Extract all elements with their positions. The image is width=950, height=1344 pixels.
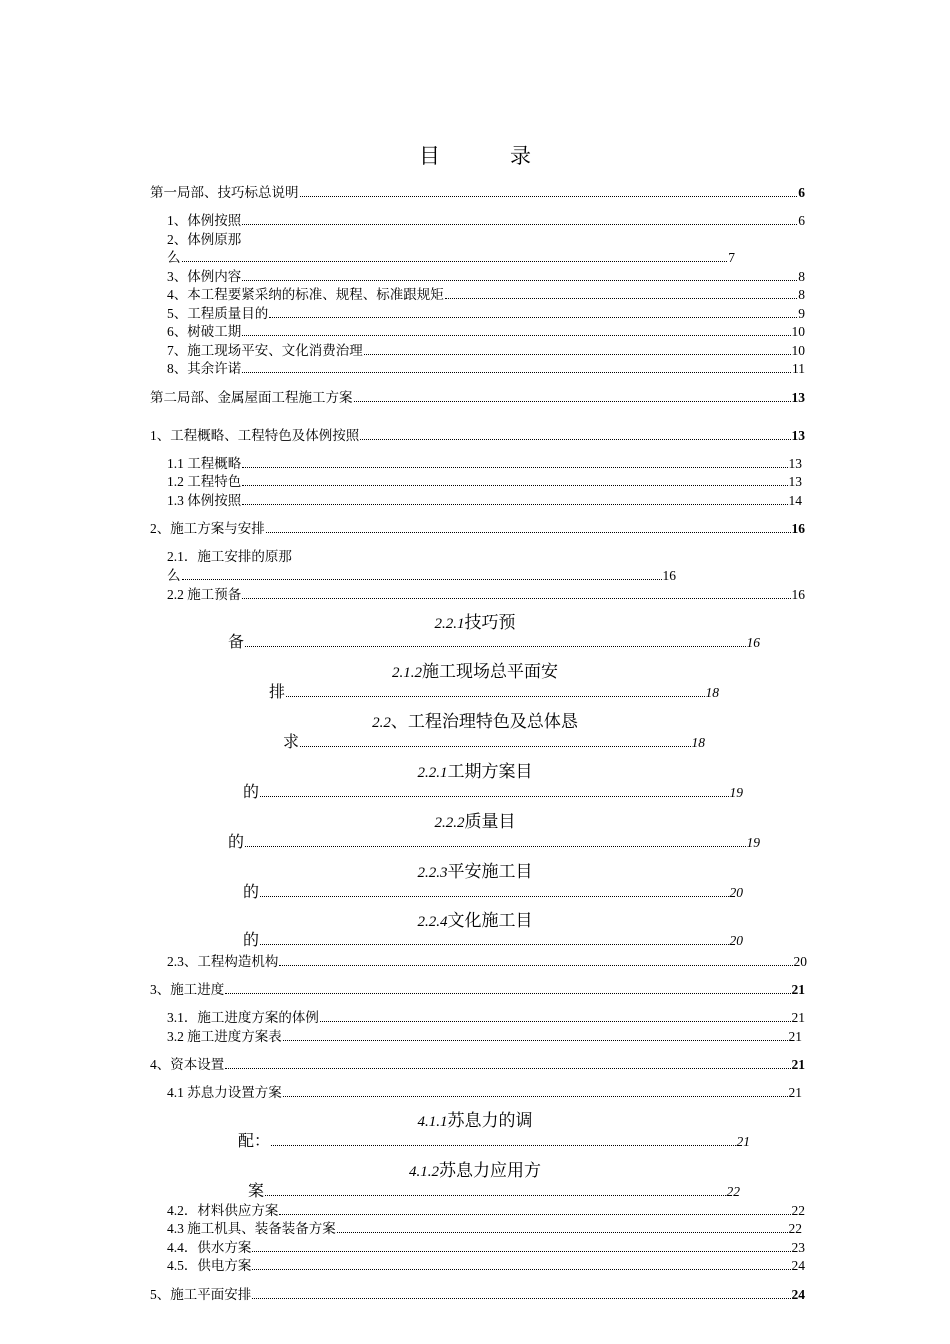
toc-page: 23: [791, 1240, 805, 1255]
toc-entry[interactable]: [167, 567, 676, 585]
toc-entry[interactable]: [167, 492, 802, 510]
toc-label: 技巧预: [464, 613, 516, 632]
toc-label: 1、体例按照: [167, 213, 242, 228]
toc-entry[interactable]: [243, 884, 743, 902]
toc-page: 20: [729, 933, 743, 948]
toc-label: 求: [283, 734, 300, 751]
toc-page: 22: [726, 1184, 740, 1199]
toc-entry[interactable]: [167, 342, 805, 360]
toc-label: 7、施工现场平安、文化消费治理: [167, 343, 363, 358]
toc-leader: [242, 484, 787, 486]
toc-label: 2、施工方案与安排: [150, 521, 265, 536]
toc-label: 工期方案目: [447, 762, 533, 781]
toc-label: 2.1．施工安排的原那: [167, 549, 292, 564]
toc-leader: [242, 597, 790, 599]
toc-number: 2.2.2: [434, 815, 465, 831]
toc-label: 苏息力的调: [447, 1111, 533, 1130]
toc-entry[interactable]: [228, 634, 760, 652]
toc-leader: [266, 531, 791, 533]
toc-page: 22: [791, 1203, 805, 1218]
toc-leader: [364, 353, 791, 355]
toc-page: 13: [791, 390, 805, 405]
toc-label: 1.1 工程概略: [167, 456, 242, 471]
toc-leader: [260, 795, 728, 797]
toc-page: 22: [788, 1221, 802, 1236]
toc-leader: [182, 578, 662, 580]
toc-label: 4.3 施工机具、装备装备方案: [167, 1221, 336, 1236]
toc-page: 6: [798, 185, 805, 200]
toc-subheading: [0, 906, 950, 931]
toc-leader: [242, 223, 797, 225]
toc-page: 14: [788, 493, 802, 508]
toc-page: 13: [788, 474, 802, 489]
toc-entry[interactable]: [150, 427, 805, 445]
toc-number: 2.2.3: [417, 865, 448, 881]
toc-entry[interactable]: [167, 473, 802, 491]
toc-label: 8、其余许诺: [167, 361, 242, 376]
toc-leader: [300, 745, 690, 747]
toc-page: 9: [798, 306, 805, 321]
toc-label: 文化施工目: [447, 911, 533, 930]
toc-page: 21: [788, 1085, 802, 1100]
toc-page: 21: [736, 1134, 750, 1149]
toc-leader: [252, 1297, 790, 1299]
toc-entry[interactable]: [243, 784, 743, 802]
toc-label: 质量目: [464, 812, 516, 831]
toc-leader: [354, 400, 791, 402]
toc-entry[interactable]: [228, 834, 760, 852]
toc-leader: [265, 1194, 725, 1196]
toc-entry[interactable]: [167, 1084, 802, 1102]
toc-label: 5、工程质量目的: [167, 306, 269, 321]
toc-label: 的: [243, 784, 260, 801]
toc-leader: [337, 1231, 788, 1233]
toc-leader: [283, 1039, 788, 1041]
toc-label: 么: [167, 568, 181, 583]
toc-label: 第二局部、金属屋面工程施工方案: [150, 390, 353, 405]
toc-subheading: [0, 807, 950, 832]
toc-subheading: [0, 1106, 950, 1131]
toc-entry[interactable]: [167, 1257, 805, 1275]
toc-label: 配：: [238, 1133, 271, 1150]
toc-page: 20: [793, 954, 807, 969]
toc-page: 19: [746, 835, 760, 850]
toc-label: 3、体例内容: [167, 269, 242, 284]
toc-label: 2.2 施工预备: [167, 587, 242, 602]
toc-page: 19: [729, 785, 743, 800]
toc-entry[interactable]: [167, 286, 805, 304]
toc-entry[interactable]: [243, 932, 743, 950]
toc-number: 2.2.1: [434, 616, 465, 632]
toc-leader: [242, 334, 790, 336]
toc-entry[interactable]: [167, 1202, 805, 1220]
toc-leader: [252, 1250, 790, 1252]
toc-number: 4.1.1: [417, 1114, 448, 1130]
toc-label: 4.2．材料供应方案: [167, 1203, 279, 1218]
toc-entry[interactable]: [150, 184, 805, 202]
toc-label: 2、体例原那: [167, 232, 242, 247]
toc-page: 16: [791, 521, 805, 536]
toc-leader: [242, 466, 787, 468]
toc-leader: [260, 943, 728, 945]
toc-label: 备: [228, 634, 245, 651]
toc-page: 16: [662, 568, 676, 583]
page-title: [0, 140, 950, 170]
toc-page: 18: [705, 685, 719, 700]
toc-label: 4.1 苏息力设置方案: [167, 1085, 282, 1100]
toc-label: 3、施工进度: [150, 982, 225, 997]
toc-page: 21: [788, 1029, 802, 1044]
toc-number: 2.2.4: [417, 914, 448, 930]
toc-page: 20: [729, 885, 743, 900]
toc-leader: [300, 195, 798, 197]
toc-entry[interactable]: [167, 1239, 805, 1257]
toc-entry[interactable]: [167, 360, 805, 378]
toc-leader: [445, 297, 798, 299]
toc-label: 4.5．供电方案: [167, 1258, 252, 1273]
toc-entry[interactable]: [283, 734, 705, 752]
toc-label: 4、本工程要紧采纳的标准、规程、标准跟规矩: [167, 287, 444, 302]
toc-entry[interactable]: [167, 268, 805, 286]
toc-page: 21: [791, 982, 805, 997]
toc-page: 21: [791, 1057, 805, 1072]
toc-label: 平安施工目: [447, 862, 533, 881]
toc-label: 案: [248, 1183, 265, 1200]
toc-page: 11: [792, 361, 805, 376]
toc-number: 2.2.1: [417, 765, 448, 781]
toc-number: 2.1.2: [392, 665, 422, 681]
toc-label: 施工现场总平面安: [422, 662, 558, 681]
toc-label: 4.4．供水方案: [167, 1240, 252, 1255]
toc-leader: [360, 438, 790, 440]
toc-subheading: [0, 608, 950, 633]
toc-number: 4.1.2: [409, 1164, 439, 1180]
toc-entry[interactable]: [167, 305, 805, 323]
toc-label: 4、资本设置: [150, 1057, 225, 1072]
toc-entry[interactable]: [150, 389, 805, 407]
toc-subheading: [0, 1156, 950, 1181]
toc-leader: [245, 645, 745, 647]
toc-entry[interactable]: [167, 1028, 802, 1046]
toc-entry[interactable]: [150, 981, 805, 999]
toc-leader: [242, 371, 791, 373]
toc-entry[interactable]: [167, 212, 805, 230]
toc-entry[interactable]: [167, 455, 802, 473]
toc-leader: [225, 1067, 790, 1069]
toc-page: 18: [691, 735, 705, 750]
toc-page: 24: [791, 1258, 805, 1273]
toc-subheading: [0, 857, 950, 882]
toc-page: 6: [798, 213, 805, 228]
toc-entry[interactable]: [167, 1220, 802, 1238]
toc-subheading: [0, 657, 950, 682]
toc-leader: [279, 1213, 790, 1215]
toc-page: 13: [788, 456, 802, 471]
toc-entry[interactable]: [150, 1286, 805, 1304]
toc-page: 7: [728, 250, 735, 265]
toc-subheading: [0, 707, 950, 732]
toc-leader: [269, 316, 797, 318]
title-right-char: 录: [510, 144, 531, 168]
toc-leader: [283, 1095, 788, 1097]
title-left-char: 目: [419, 144, 440, 168]
toc-label: 3.1．施工进度方案的体例: [167, 1010, 319, 1025]
toc-label: 排: [269, 684, 286, 701]
toc-label: 1、工程概略、工程特色及体例按照: [150, 428, 360, 443]
toc-entry[interactable]: [238, 1133, 750, 1151]
toc-entry[interactable]: [150, 1056, 805, 1074]
toc-leader: [286, 695, 704, 697]
toc-label: 的: [243, 884, 260, 901]
toc-leader: [260, 895, 728, 897]
toc-leader: [182, 260, 728, 262]
toc-label: 的: [228, 834, 245, 851]
toc-label: 5、施工平面安排: [150, 1287, 252, 1302]
toc-page: 8: [798, 269, 805, 284]
toc-entry[interactable]: [167, 1009, 805, 1027]
toc-label: 第一局部、技巧标总说明: [150, 185, 299, 200]
toc-leader: [252, 1268, 790, 1270]
toc-entry[interactable]: [167, 586, 805, 604]
toc-entry[interactable]: [167, 249, 735, 267]
toc-leader: [225, 992, 790, 994]
toc-entry[interactable]: [167, 323, 805, 341]
toc-leader: [242, 503, 787, 505]
toc-label: 1.2 工程特色: [167, 474, 242, 489]
toc-label: 苏息力应用方: [439, 1161, 541, 1180]
toc-entry[interactable]: [167, 953, 807, 971]
toc-leader: [320, 1020, 791, 1022]
toc-page: 21: [791, 1010, 805, 1025]
toc-page: 8: [798, 287, 805, 302]
toc-entry[interactable]: [150, 520, 805, 538]
toc-page: 16: [746, 635, 760, 650]
toc-page: 10: [791, 343, 805, 358]
toc-page: 10: [791, 324, 805, 339]
toc-label: 6、树破工期: [167, 324, 242, 339]
toc-leader: [245, 845, 745, 847]
toc-label: 2.3、工程构造机构: [167, 954, 279, 969]
toc-subheading: [0, 757, 950, 782]
toc-leader: [271, 1144, 735, 1146]
toc-label: 1.3 体例按照: [167, 493, 242, 508]
toc-number: 2.2: [372, 715, 391, 731]
toc-page: 24: [791, 1287, 805, 1302]
toc-entry[interactable]: [269, 684, 719, 702]
toc-leader: [279, 964, 792, 966]
toc-page: 13: [791, 428, 805, 443]
toc-label: 的: [243, 932, 260, 949]
toc-label: 、工程治理特色及总体恳: [390, 712, 578, 731]
toc-label: 么: [167, 250, 181, 265]
toc-page: 16: [791, 587, 805, 602]
toc-label: 3.2 施工进度方案表: [167, 1029, 282, 1044]
toc-entry[interactable]: [248, 1183, 740, 1201]
toc-leader: [242, 279, 797, 281]
